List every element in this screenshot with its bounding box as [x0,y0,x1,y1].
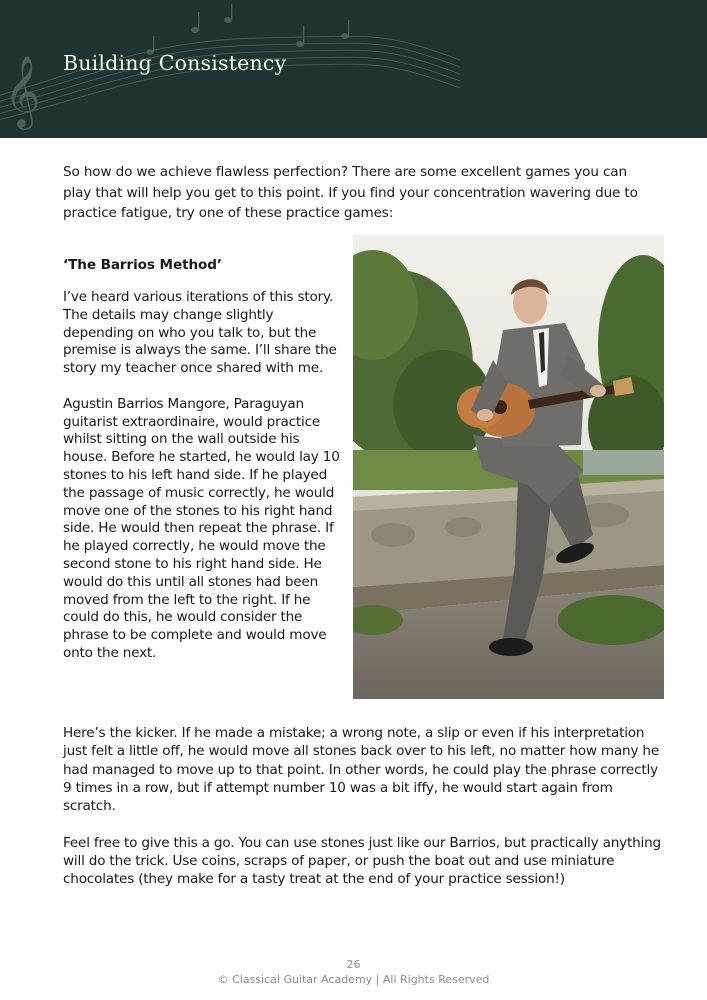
story-paragraph: I’ve heard various iterations of this story. The details may change slightly depending on who you talk to, but the premise is always the same. I’ll share the story my teacher once shared with me. [63,289,337,377]
closing-text [63,724,663,907]
footer-copyright: © Classical Guitar Academy | All Rights Reserved [217,973,490,986]
page-header-banner [0,0,707,138]
page-number: 26 [346,958,361,971]
closing-paragraph: Here’s the kicker. If he made a mistake; a wrong note, a slip or even if his interpretation just felt a little off, he would move all stones back over to his left, no matter how many he had managed to move up to that point. In other words, he could play the phrase correctly 9 times in a row, but if attempt number 10 was a bit iffy, he would start again from scratch. [63,725,659,815]
guitarist-illustration [353,235,664,699]
guitarist-photo [353,235,664,699]
story-text [63,289,343,681]
section-heading: ‘The Barrios Method’ [63,257,222,273]
story-paragraph: Agustin Barrios Mangore, Paraguyan guitarist extraordinaire, would practice whilst sitting on the wall outside his house. Before he started, he would lay 10 stones to his left hand side. If he played the passage of music correctly, he would move one of the stones to his right hand side. He would then repeat the phrase. If he played correctly, he would move the second stone to his right hand side. He would do this until all stones had been moved from the left to the right. If he could do this, he would consider the phrase to be complete and would move onto the next. [63,395,340,661]
intro-paragraph: So how do we achieve flawless perfection? There are some excellent games you can play that will help you get to this point. If you find your concentration wavering due to practice fatigue, try one of these practice games: [63,164,638,221]
closing-paragraph: Feel free to give this a go. You can use stones just like our Barrios, but practically anything will do the trick. Use coins, scraps of paper, or push the boat out and use miniature chocolates (they make for a tasty treat at the end of your practice session!) [63,834,661,888]
treble-clef-icon: 𝄞 [4,54,41,127]
page-title: Building Consistency [63,51,287,75]
